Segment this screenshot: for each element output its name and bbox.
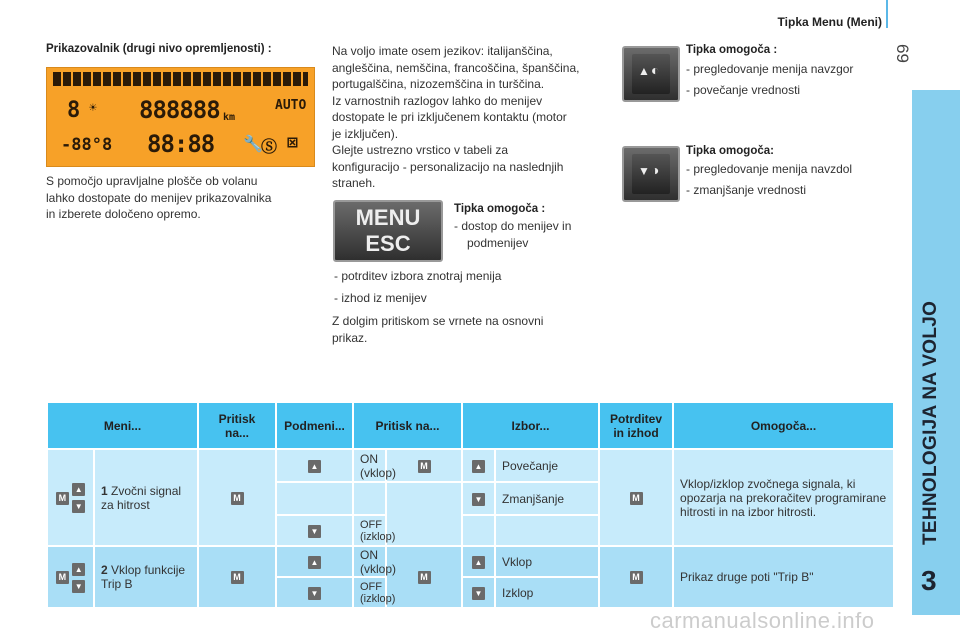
m-key-icon: M [418,460,431,473]
menu-item: - dostop do menijev in [454,219,572,233]
empty-cell [353,482,386,515]
header-cell: Meni... [47,402,198,449]
submenu-cell: ON (vklop) [353,449,386,482]
down-key-icon: ▼ [72,500,85,513]
lcd-odometer: 888888 [139,96,220,124]
empty-cell [276,482,353,515]
m-key-icon: M [231,492,244,505]
menu-name-cell: 2 Vklop funkcije Trip B [94,546,198,608]
menu-keys-cell [47,546,94,608]
up-key-icon: ▲ [308,556,321,569]
menu-button-heading: Tipka omogoča : [454,203,546,215]
m-key-icon: M [630,571,643,584]
selection-cell: Izklop [495,577,599,608]
m-key-icon: M [630,492,643,505]
empty-cell [495,515,599,546]
m-key-icon: M [418,571,431,584]
header-cell: Pritisk na... [353,402,462,449]
arrow-cell [462,449,495,482]
page-number: 69 [893,44,912,63]
menu-keys-cell [47,449,94,546]
selection-cell: Zmanjšanje [495,482,599,515]
arrow-cell [462,546,495,577]
table-header-row [47,402,894,449]
down-item: - pregledovanje menija navzdol [686,162,853,176]
arrow-cell [462,482,495,515]
submenu-cell: OFF (izklop) [353,577,386,608]
closing-paragraph: Z dolgim pritiskom se vrnete na osnovni prikaz. [332,314,544,345]
menu-list-item: - izhod iz menijev [334,291,427,305]
lcd-temperature: -88°8 [61,135,113,155]
lcd-auto: AUTO [275,98,307,113]
header-cell: Podmeni... [276,402,353,449]
up-key-icon: ▲ [72,483,85,496]
wrench-icon: 🔧 [243,134,263,153]
lcd-digit: 8 [67,98,81,123]
press-cell [198,546,276,608]
press-cell [198,449,276,546]
languages-paragraph: Na voljo imate osem jezikov: italijanščina, angleščina, nemščina, francoščina, španščina, portugalščina, nizozemščina in turščina. Iz varnostnih razlogov lahko do menijev dostopate le pri izključenem kontaktu (motor je izključen). Glejte ustrezno vrstico v tabeli za konfiguracijo - personalizacijo na naslednjih straneh. [332,44,580,190]
arrow-cell [276,515,353,546]
press-cell [386,546,462,608]
seat-icon: ⊠ [287,132,298,153]
display-heading: Prikazovalnik (drugi nivo opremljenosti) : [46,43,272,55]
empty-cell [386,482,462,546]
down-key-icon: ▼ [72,580,85,593]
header-divider [886,0,888,28]
down-key-icon: ▼ [308,525,321,538]
m-key-icon: M [56,492,69,505]
press-cell [386,449,462,482]
down-key-icon: ▼ [308,587,321,600]
lcd-clock: 88:88 [147,130,215,158]
down-key-icon: ▼ [472,493,485,506]
up-key-icon: ▲ [472,556,485,569]
up-item: - pregledovanje menija navzgor [686,62,854,76]
lamp-icon: ☀ [89,101,97,116]
table-row [47,546,894,577]
header-cell: Pritisk na... [198,402,276,449]
selection-cell: Povečanje [495,449,599,482]
down-button-image [622,146,680,202]
down-item: - zmanjšanje vrednosti [686,183,807,197]
confirm-cell [599,546,673,608]
up-key-icon: ▲ [72,563,85,576]
result-cell: Prikaz druge poti "Trip B" [673,546,894,608]
chapter-title: TEHNOLOGIJA NA VOLJO [920,300,941,545]
confirm-cell [599,449,673,546]
down-heading: Tipka omogoča: [686,145,774,157]
up-key-icon: ▲ [472,460,485,473]
menu-table [46,401,895,609]
header-cell: Izbor... [462,402,599,449]
lcd-dot-matrix [53,72,308,86]
empty-cell [462,515,495,546]
headlamp-icon: ◑ [651,162,660,178]
arrow-cell [276,577,353,608]
m-key-icon: M [56,571,69,584]
m-key-icon: M [231,571,244,584]
service-icon: Ⓢ [261,137,278,156]
up-item: - povečanje vrednosti [686,83,801,97]
header-title: Tipka Menu (Meni) [777,15,882,29]
menu-item: podmenijev [467,236,529,250]
down-key-icon: ▼ [472,587,485,600]
display-paragraph: S pomočjo upravljalne plošče ob volanu lahko dostopate do menijev prikazovalnika in izberete določeno opremo. [46,174,272,221]
watermark: carmanualsonline.info [650,608,875,633]
selection-cell: Vklop [495,546,599,577]
up-button-image [622,46,680,102]
menu-name-cell: 1 Zvočni signal za hitrost [94,449,198,546]
lcd-display-image [46,67,315,167]
lcd-unit: km [223,112,236,123]
submenu-cell: ON (vklop) [353,546,386,577]
arrow-cell [276,449,353,482]
up-arrow-icon: ▲ [638,64,650,78]
up-key-icon: ▲ [308,460,321,473]
submenu-cell: OFF (izklop) [353,515,386,546]
header-cell: Omogoča... [673,402,894,449]
headlamp-icon: ◐ [651,62,660,78]
arrow-cell [276,546,353,577]
menu-list-item: - potrditev izbora znotraj menija [334,269,502,283]
chapter-number: 3 [921,565,937,596]
result-cell: Vklop/izklop zvočnega signala, ki opozarja na prekoračitev programirane hitrosti in na izbor hitrosti. [673,449,894,546]
header-cell: Potrditev in izhod [599,402,673,449]
down-arrow-icon: ▼ [638,164,650,178]
up-heading: Tipka omogoča : [686,44,778,56]
menu-esc-button-image: MENU ESC [333,200,443,262]
table-row [47,449,894,482]
arrow-cell [462,577,495,608]
